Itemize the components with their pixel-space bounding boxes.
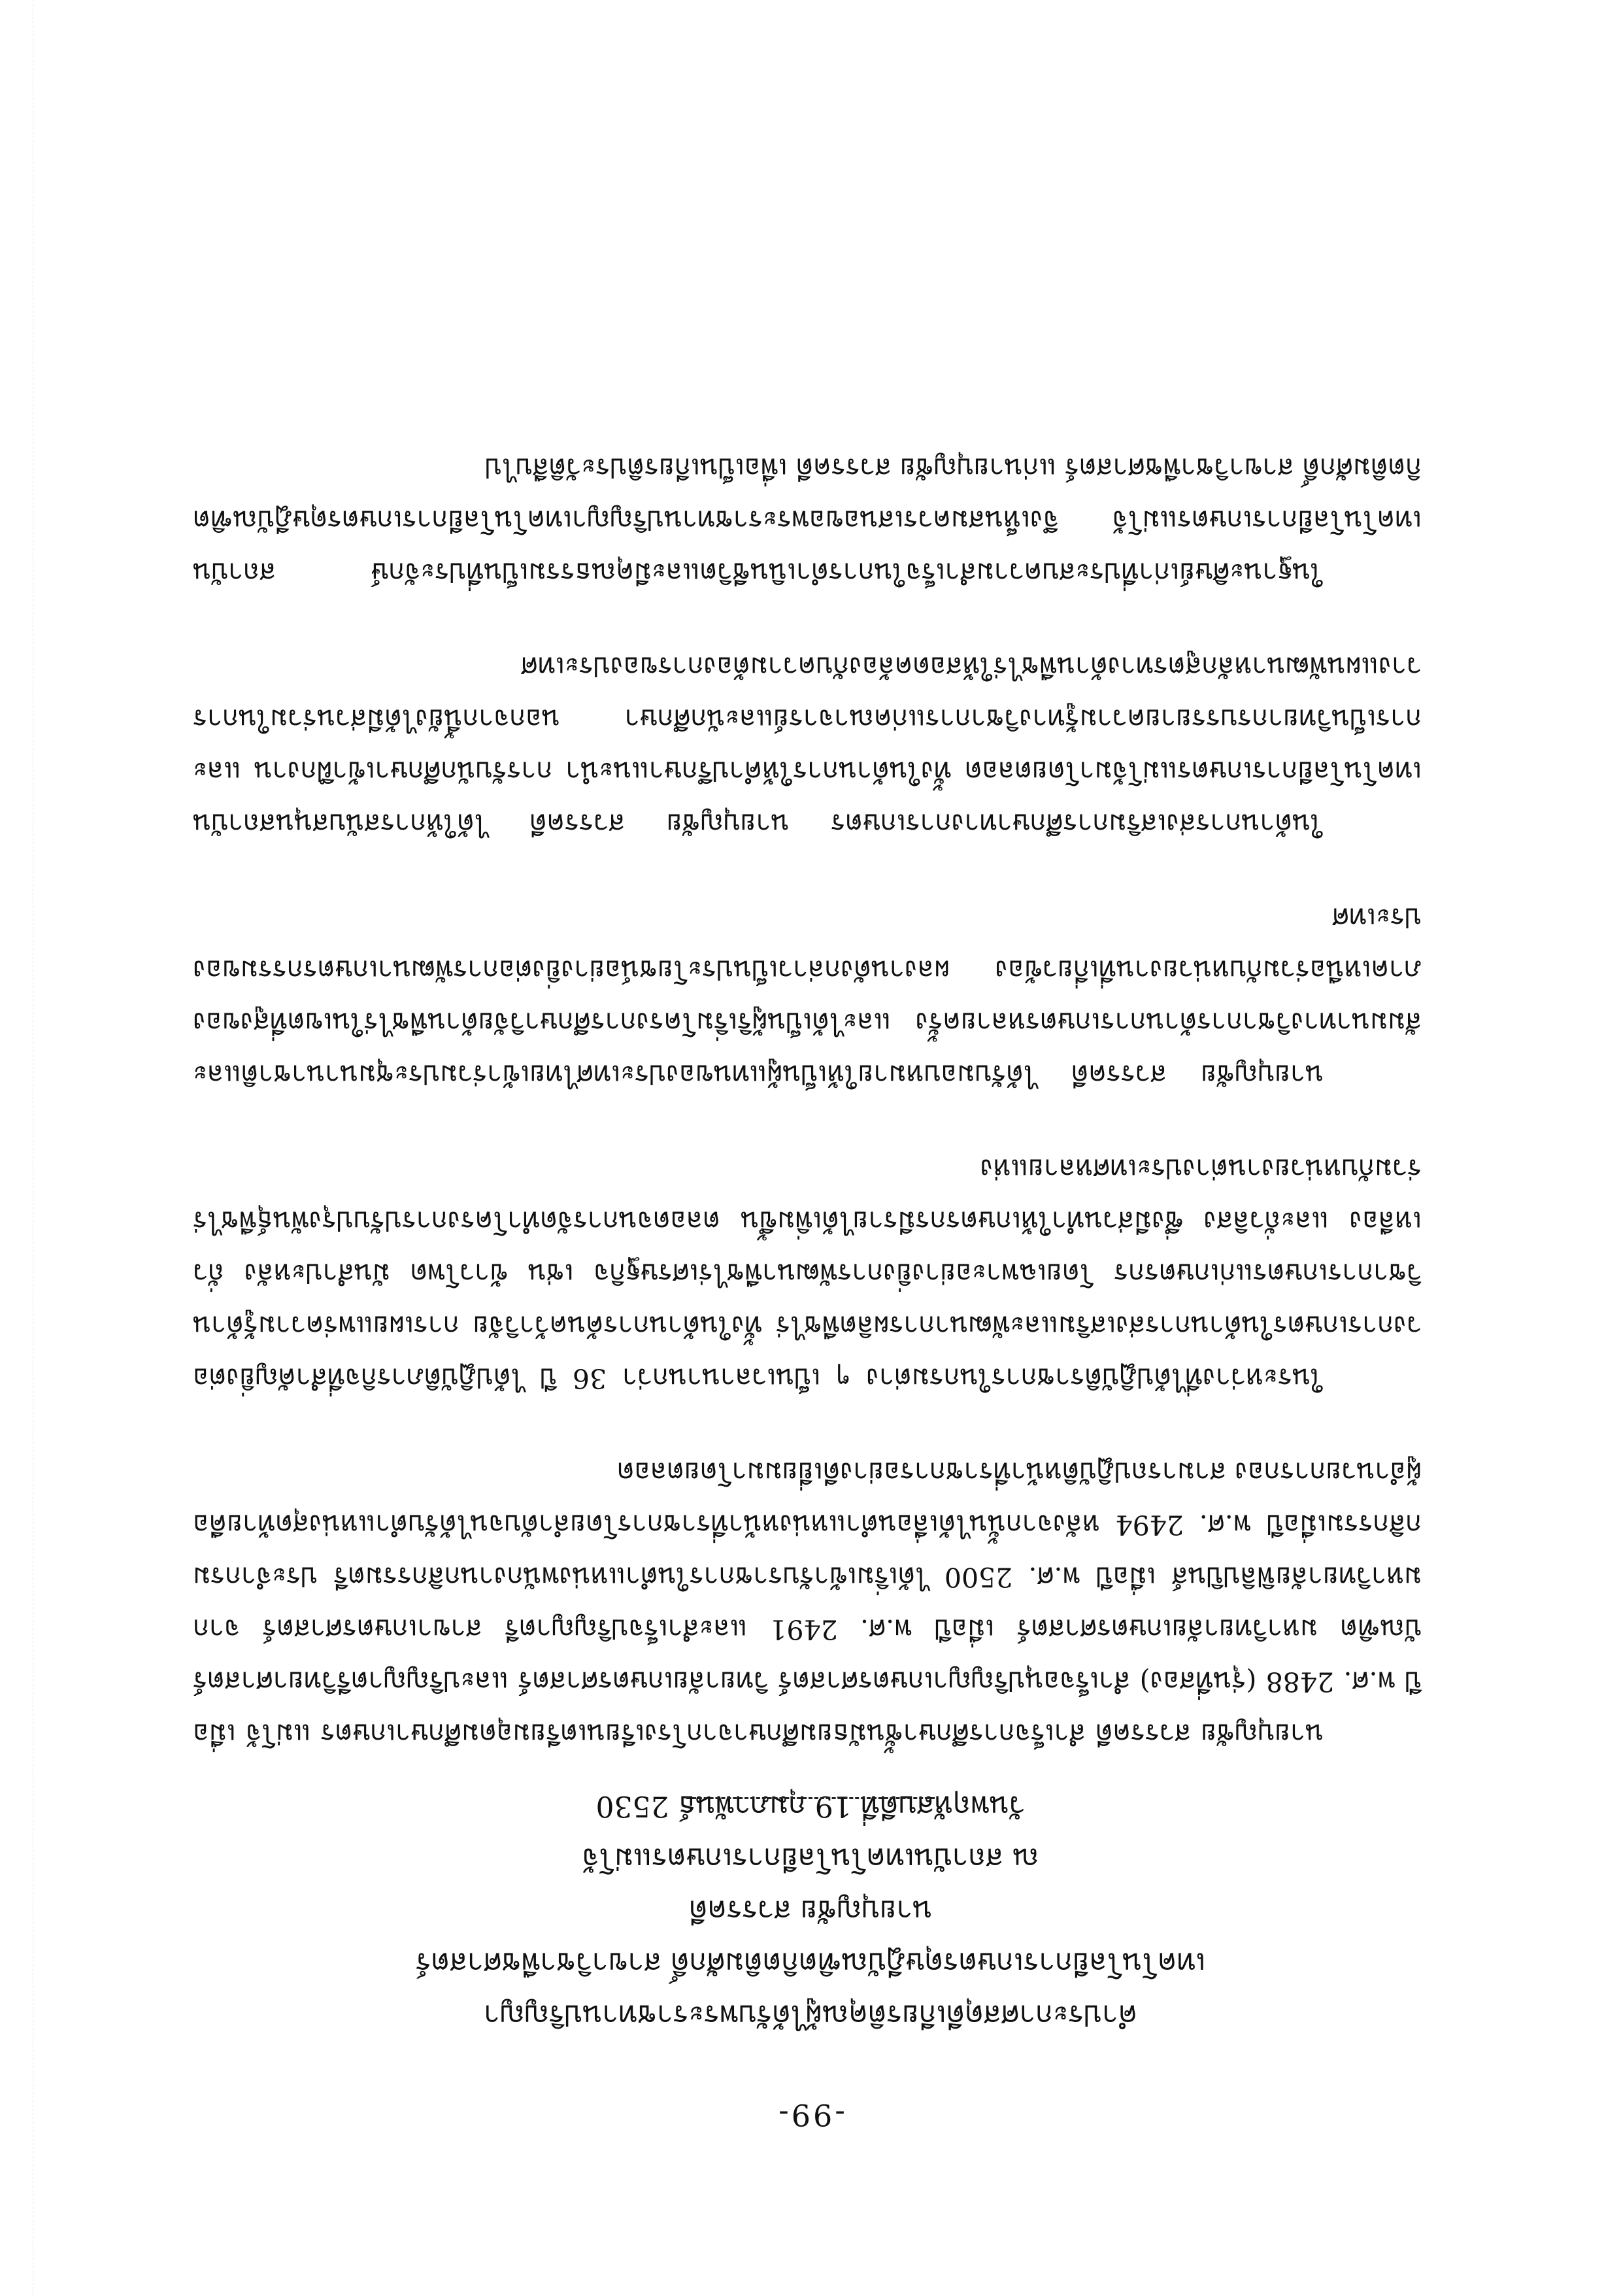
body-text	[193, 400, 1422, 1760]
title-line: คำประกาศสดุดีเกียรติคุณผู้ได้รับพระราชทานปริญญา	[483, 1999, 1138, 2032]
title-line: ณ สถาบันเทคโนโลยีการเกษตรแม่โจ้	[582, 1842, 1039, 1875]
paragraph: นายบุญชัย สวรรคดี สำเร็จการศึกษาชั้นมัธยมศึกษาจากโรงเรียนเตรียมอุดมศึกษาเกษตร แม่โจ้ เมื่อปี พ.ศ. 2488 (รุ่นที่สอง) สำเร็จอนุปริญญาเกษตรศาสตร์ วิทยาลัยเกษตรศาสตร์ และปริญญาตรีวิทยาศาสตร์บัณฑิต มหาวิทยาลัยเกษตรศาสตร์ เมื่อปี พ.ศ. 2491 และสำเร็จปริญญาตรี สาขาเกษตรศาสตร์ จากมหาวิทยาลัยฟิลิปปินส์ เมื่อปี พ.ศ. 2500 ได้เริ่มเข้ารับราชการในตำแหน่งพนักงานกสิกรรมตรี ประจำกรมกสิกรรมเมื่อปี พ.ศ. 2494 หลังจากนั้นได้เลื่อนตำแหน่งหน้าที่ราชการโดยลำดับจนได้รับตำแหน่งสุดท้ายคือ ผู้อำนวยการกอง สามารถปฏิบัติหน้าที่ราชการอย่างดีเยี่ยมมาโดยตลอด	[193, 1457, 1422, 1749]
paragraph: ในฐานะศิษย์เก่าที่ประสบความสำเร็จในการดำเนินชีวิตและมีคุณธรรมเป็นที่ประจักษ์ สถาบันเทคโนโลยีการเกษตรแม่โจ้ จึงเห็นสมควรเสนอขอพระราชทานปริญญาเทคโนโลยีการเกษตรดุษฎีบัณฑิตกิตติมศักดิ์ สาขาวิชาพืชศาสตร์ แก่นายบุญชัย สวรรคดี เพื่อเป็นเกียรติประวัติสืบไป	[193, 452, 1422, 588]
separator-line	[686, 1797, 935, 1799]
title-line: นายบุญชัย สวรรคดี	[688, 1894, 933, 1927]
title-line: เทคโนโลยีการเกษตรดุษฎีบัณฑิตกิตติมศักดิ์ สาขาวิชาพืชศาสตร์	[415, 1946, 1206, 1980]
title-line: วันพฤหัสบดีที่ 19 กุมภาพันธ์ 2530	[595, 1789, 1026, 1823]
paragraph: ในด้านการส่งเสริมการศึกษาทางการเกษตร นายบุญชัย สวรรคดี ได้ให้การสนับสนุนสถาบันเทคโนโลยีการเกษตรแม่โจ้มาโดยตลอด ทั้งในด้านการให้คำปรึกษาแนะนำ การรับนักศึกษาเข้าฝึกงาน และการเป็นวิทยากรบรรยายความรู้ทางวิชาการแก่คณาจารย์และนักศึกษา นอกจากนี้ยังได้มีส่วนร่วมในการวางแผนพัฒนาหลักสูตรทางด้านพืชไร่ให้สอดคล้องกับความต้องการของประเทศ	[193, 651, 1422, 839]
document-title	[196, 1780, 1425, 2041]
page-number: -99-	[776, 2097, 845, 2133]
paragraph: นายบุญชัย สวรรคดี ได้รับมอบหมายให้เป็นผู้แทนของประเทศไทยเข้าร่วมประชุมนานาชาติและสัมมนาทางวิชาการด้านการเกษตรหลายครั้ง และได้เป็นผู้ริเริ่มโครงการศึกษาวิจัยด้านพืชไร่ในเขตที่สูงของภาคเหนือร่วมกับหน่วยงานที่เกี่ยวข้อง ผลงานดังกล่าวเป็นประโยชน์อย่างยิ่งต่อการพัฒนาเกษตรกรรมของประเทศ	[193, 902, 1422, 1090]
paragraph: ในระหว่างที่ได้ปฏิบัติราชการในกรมต่าง ๆ เป็นเวลานานกว่า 36 ปี ได้ปฏิบัติภารกิจที่สำคัญยิ่งต่อวงการเกษตรในด้านการส่งเสริมและพัฒนาการผลิตพืชไร่ ทั้งในด้านการค้นคว้าวิจัย การเผยแพร่ความรู้ด้านวิชาการเกษตรแก่เกษตรกร โดยเฉพาะอย่างยิ่งการพัฒนาพืชไร่เศรษฐกิจ เช่น ข้าวโพด มันสำปะหลัง ถั่วเหลือง และถั่วลิสง ซึ่งมีส่วนทำให้เกษตรกรมีรายได้เพิ่มขึ้น ตลอดจนการจัดทำโครงการปรับปรุงพันธุ์พืชไร่ร่วมกับหน่วยงานต่างประเทศหลายแห่ง	[193, 1153, 1422, 1394]
